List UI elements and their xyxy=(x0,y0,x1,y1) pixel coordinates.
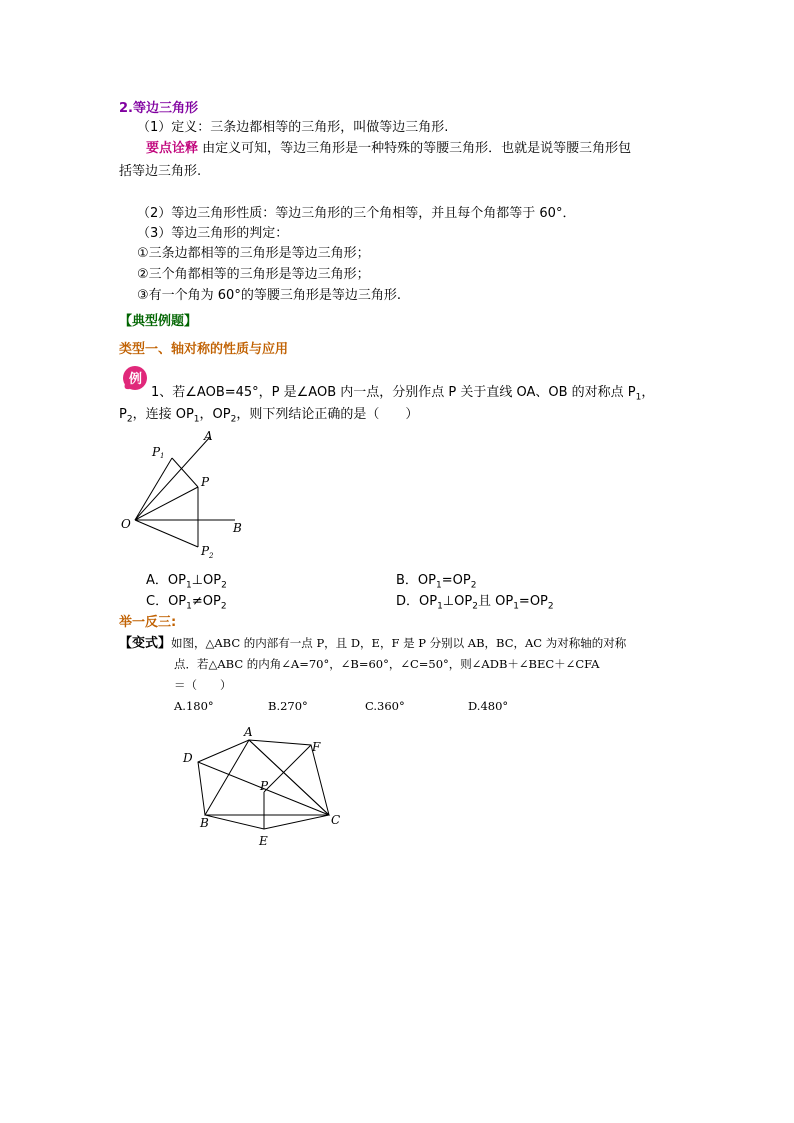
criteria-item-1: ①三条边都相等的三角形是等边三角形； xyxy=(137,246,370,261)
criteria-item-2: ②三个角都相等的三角形是等边三角形； xyxy=(137,267,370,282)
label-p1: P xyxy=(152,445,161,459)
label-e: E xyxy=(259,834,268,848)
option-d[interactable]: D．$OP_1\perp OP_2$且 $OP_1=OP_2$ xyxy=(396,594,554,612)
variant-option-d[interactable]: D.480° xyxy=(468,699,509,713)
example-badge xyxy=(121,364,149,392)
variant-option-c[interactable]: C.360° xyxy=(365,699,405,713)
label-p: P xyxy=(201,475,210,489)
figure-abc xyxy=(175,720,355,855)
note-line-1 xyxy=(146,140,631,157)
type1-title: 类型一、轴对称的性质与应用 xyxy=(119,342,289,357)
note-label: 要点诠释 xyxy=(146,141,199,156)
practice-header: 举一反三: xyxy=(119,615,177,630)
variant-option-a[interactable]: A.180° xyxy=(174,699,214,713)
label-d: D xyxy=(183,751,193,765)
option-b[interactable]: B．$OP_1=OP_2$ xyxy=(396,573,477,591)
label-p2-sub: 2 xyxy=(209,552,214,560)
segment-op2 xyxy=(135,520,198,547)
note-text: 由定义可知，等边三角形是一种特殊的等腰三角形．也就是说等腰三角形包 xyxy=(202,141,632,156)
label-a: A xyxy=(244,725,253,739)
label-p2: P xyxy=(201,544,210,558)
variant-option-b[interactable]: B.270° xyxy=(268,699,308,713)
label-b: B xyxy=(233,521,242,535)
note-line-2: 括等边三角形. xyxy=(119,164,202,179)
examples-header: 【典型例题】 xyxy=(119,314,198,329)
variant-line3: ＝（ ） xyxy=(174,678,232,692)
variant-line2: 点．若△ABC 的内角∠A=70°，∠B=60°，∠C=50°，则∠ADB＋∠BEC＋∠CFA xyxy=(174,657,600,671)
segment-p1p xyxy=(172,458,198,487)
segment-fp xyxy=(264,745,311,792)
label-b: B xyxy=(200,816,209,830)
variant-line1: 【变式】如图，△ABC 的内部有一点 P，且 D，E，F 是 P 分别以 AB，BC，AC 为对称轴的对称 xyxy=(119,636,627,651)
label-o: O xyxy=(121,517,131,531)
variant-label: 【变式】 xyxy=(119,636,172,651)
badge-text: 例 xyxy=(129,372,143,387)
label-f: F xyxy=(312,740,321,754)
label-a: A xyxy=(204,429,213,443)
section-title: 2.等边三角形 xyxy=(119,101,198,116)
label-p: P xyxy=(260,779,269,793)
criteria-title: （3）等边三角形的判定： xyxy=(137,226,289,241)
example1-line1: 1、若∠AOB=45°，P 是∠AOB 内一点，分别作点 P 关于直线 OA、OB 的对称点 $P_1$， xyxy=(151,385,655,403)
criteria-item-3: ③有一个角为 60°的等腰三角形是等边三角形. xyxy=(137,288,401,303)
option-c[interactable]: C．$OP_1\ne OP_2$ xyxy=(146,594,227,612)
option-a[interactable]: A．$OP_1\perp OP_2$ xyxy=(146,573,227,591)
property-text: （2）等边三角形性质：等边三角形的三个角相等，并且每个角都等于 60°． xyxy=(137,206,576,221)
label-p1-sub: 1 xyxy=(160,452,165,460)
ray-oa xyxy=(135,437,210,520)
figure-aob xyxy=(115,425,255,565)
example1-line2: $P_2$，连接 $OP_1$，$OP_2$，则下列结论正确的是（ ） xyxy=(119,407,419,425)
definition-text: （1）定义：三条边都相等的三角形，叫做等边三角形. xyxy=(137,120,449,135)
label-c: C xyxy=(331,813,341,827)
